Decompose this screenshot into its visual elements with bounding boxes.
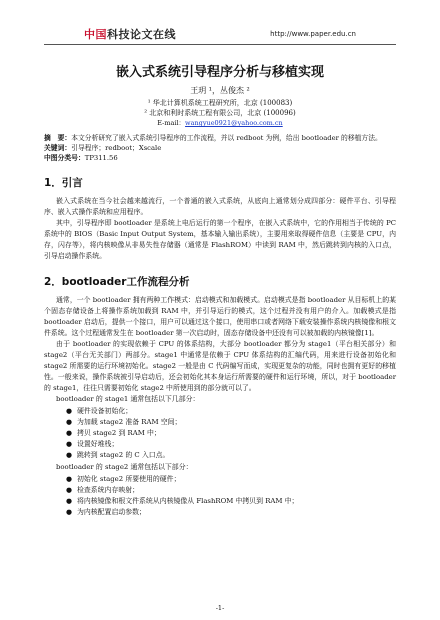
list-item — [66, 485, 396, 496]
list-item — [66, 406, 396, 417]
site-logo[interactable] — [84, 26, 176, 42]
page-header — [44, 0, 396, 45]
section-1-paragraph-1: 嵌入式系统在当今社会越来越流行，一个普通的嵌入式系统，从底向上通常划分成四部分：硬件平台、引导程序、嵌入式操作系统和应用程序。 — [44, 197, 396, 216]
list-item — [66, 450, 396, 461]
list-item-text: 拷贝 stage2 到 RAM 中； — [77, 429, 161, 437]
stage2-list — [66, 474, 396, 518]
list-item — [66, 428, 396, 439]
logo-dark-text: 科技论文在线 — [107, 28, 176, 41]
classification — [44, 153, 396, 163]
bullet-icon: ● — [66, 429, 73, 437]
section-2-paragraph-1: 通常，一个 bootloader 拥有两种工作模式：启动模式和加载模式。启动模式是指 bootloader 从目标机上的某个固态存储设备上将操作系统加载到 RAM 中，并引导运行的模式，这个过程并没有用户的介入。加载模式是指 bootloader 启动后，提供一个接口，用户可以通过这个接口，使用串口或者网络下载安装操作系统内核镜像和根文件系统。这个过程通常发生在 bootloader 第一次启动时，固态存储设备中还没有可以被加载的内核镜像[1]。 — [44, 296, 396, 337]
bullet-icon: ● — [66, 508, 73, 516]
keywords — [44, 143, 396, 153]
list-item — [66, 474, 396, 485]
list-item-text: 将内核镜像和根文件系统从内核镜像从 FlashROM 中拷贝到 RAM 中； — [77, 497, 299, 505]
logo-red-text: 中国 — [84, 28, 107, 41]
list-item-text: 初始化 stage2 所要使用的硬件； — [77, 475, 181, 483]
clc-text: TP311.56 — [84, 154, 118, 162]
header-url[interactable]: http://www.paper.edu.cn — [270, 30, 356, 38]
abstract-text: 本文分析研究了嵌入式系统引导程序的工作流程，并以 redboot 为例，给出 bootloader 的移植方法。 — [71, 134, 382, 142]
list-item-text: 设置好堆栈； — [77, 440, 119, 448]
email-label: E-mail： — [157, 119, 186, 127]
bullet-icon: ● — [66, 475, 73, 483]
email-line — [44, 118, 396, 127]
list-item — [66, 496, 396, 507]
list-item-text: 为内核配置启动参数； — [77, 508, 146, 516]
stage1-list — [66, 406, 396, 461]
bullet-icon: ● — [66, 451, 73, 459]
list-item — [66, 507, 396, 518]
stage2-lead: bootloader 的 stage2 通常包括以下部分： — [56, 463, 193, 471]
list-item-text: 硬件设备初始化； — [77, 407, 133, 415]
page-number: -1- — [215, 604, 225, 612]
bullet-icon: ● — [66, 440, 73, 448]
affiliation-2: ² 北京和利时系统工程有限公司，北京 (100096) — [144, 109, 296, 117]
bullet-icon: ● — [66, 407, 73, 415]
bullet-icon: ● — [66, 497, 73, 505]
paper-authors: 王玥 ¹，丛俊杰 ² — [190, 86, 250, 95]
abstract — [44, 133, 396, 143]
bullet-icon: ● — [66, 486, 73, 494]
list-item-text: 检查系统内存映射； — [77, 486, 140, 494]
list-item-text: 跳转到 stage2 的 C 入口点。 — [77, 451, 170, 459]
paper-title: 嵌入式系统引导程序分析与移植实现 — [115, 65, 324, 80]
clc-label: 中图分类号： — [44, 154, 85, 162]
section-2-paragraph-2: 由于 bootloader 的实现依赖于 CPU 的体系结构，大部分 bootloader 都分为 stage1（平台相关部分）和 stage2（平台无关部门）两部分。stage1 中通常是依赖于 CPU 体系结构的汇编代码，用来进行设备初始化和 stage2 所需要的运行环境初始化。stage2 一般是由 C 代码编写而成，实现更复杂的功能，同时也拥有更好的移植性。一般来说，操作系统被引导启动后，还会初始化其本身运行所需要的硬件和运行环境，所以，对于 bootloader 的 stage1，往往只需要初始化 stage2 中所使用到的部分就可以了。 — [44, 340, 396, 392]
list-item — [66, 439, 396, 450]
keywords-text: 引导程序；redboot；Xscale — [71, 144, 162, 152]
section-1-heading: 1．引言 — [44, 177, 83, 189]
section-1-paragraph-2: 其中，引导程序即 bootloader 是系统上电后运行的第一个程序，在嵌入式系统中，它的作用相当于传统的 PC 系统中的 BIOS（Basic Input Output System，基本输入输出系统），主要用来取得硬件信息（主要是 CPU，内存，闪存等），将内核映像从非易失性存储器（通常是 FlashROM）中读到 RAM 中，然后跳转到内核的入口点，引导启动操作系统。 — [44, 219, 396, 260]
keywords-label: 关键词： — [44, 144, 72, 152]
abstract-label: 摘 要： — [44, 134, 72, 142]
affiliation-1: ¹ 华北计算机系统工程研究所，北京 (100083) — [147, 99, 293, 107]
bullet-icon: ● — [66, 418, 73, 426]
list-item-text: 为加载 stage2 准备 RAM 空间； — [77, 418, 182, 426]
stage1-lead: bootloader 的 stage1 通常包括以下几部分： — [56, 395, 200, 403]
email-link[interactable]: wangyue0921@yahoo.com.cn — [185, 119, 283, 127]
list-item — [66, 417, 396, 428]
section-2-heading: 2．bootloader工作流程分析 — [44, 276, 190, 288]
